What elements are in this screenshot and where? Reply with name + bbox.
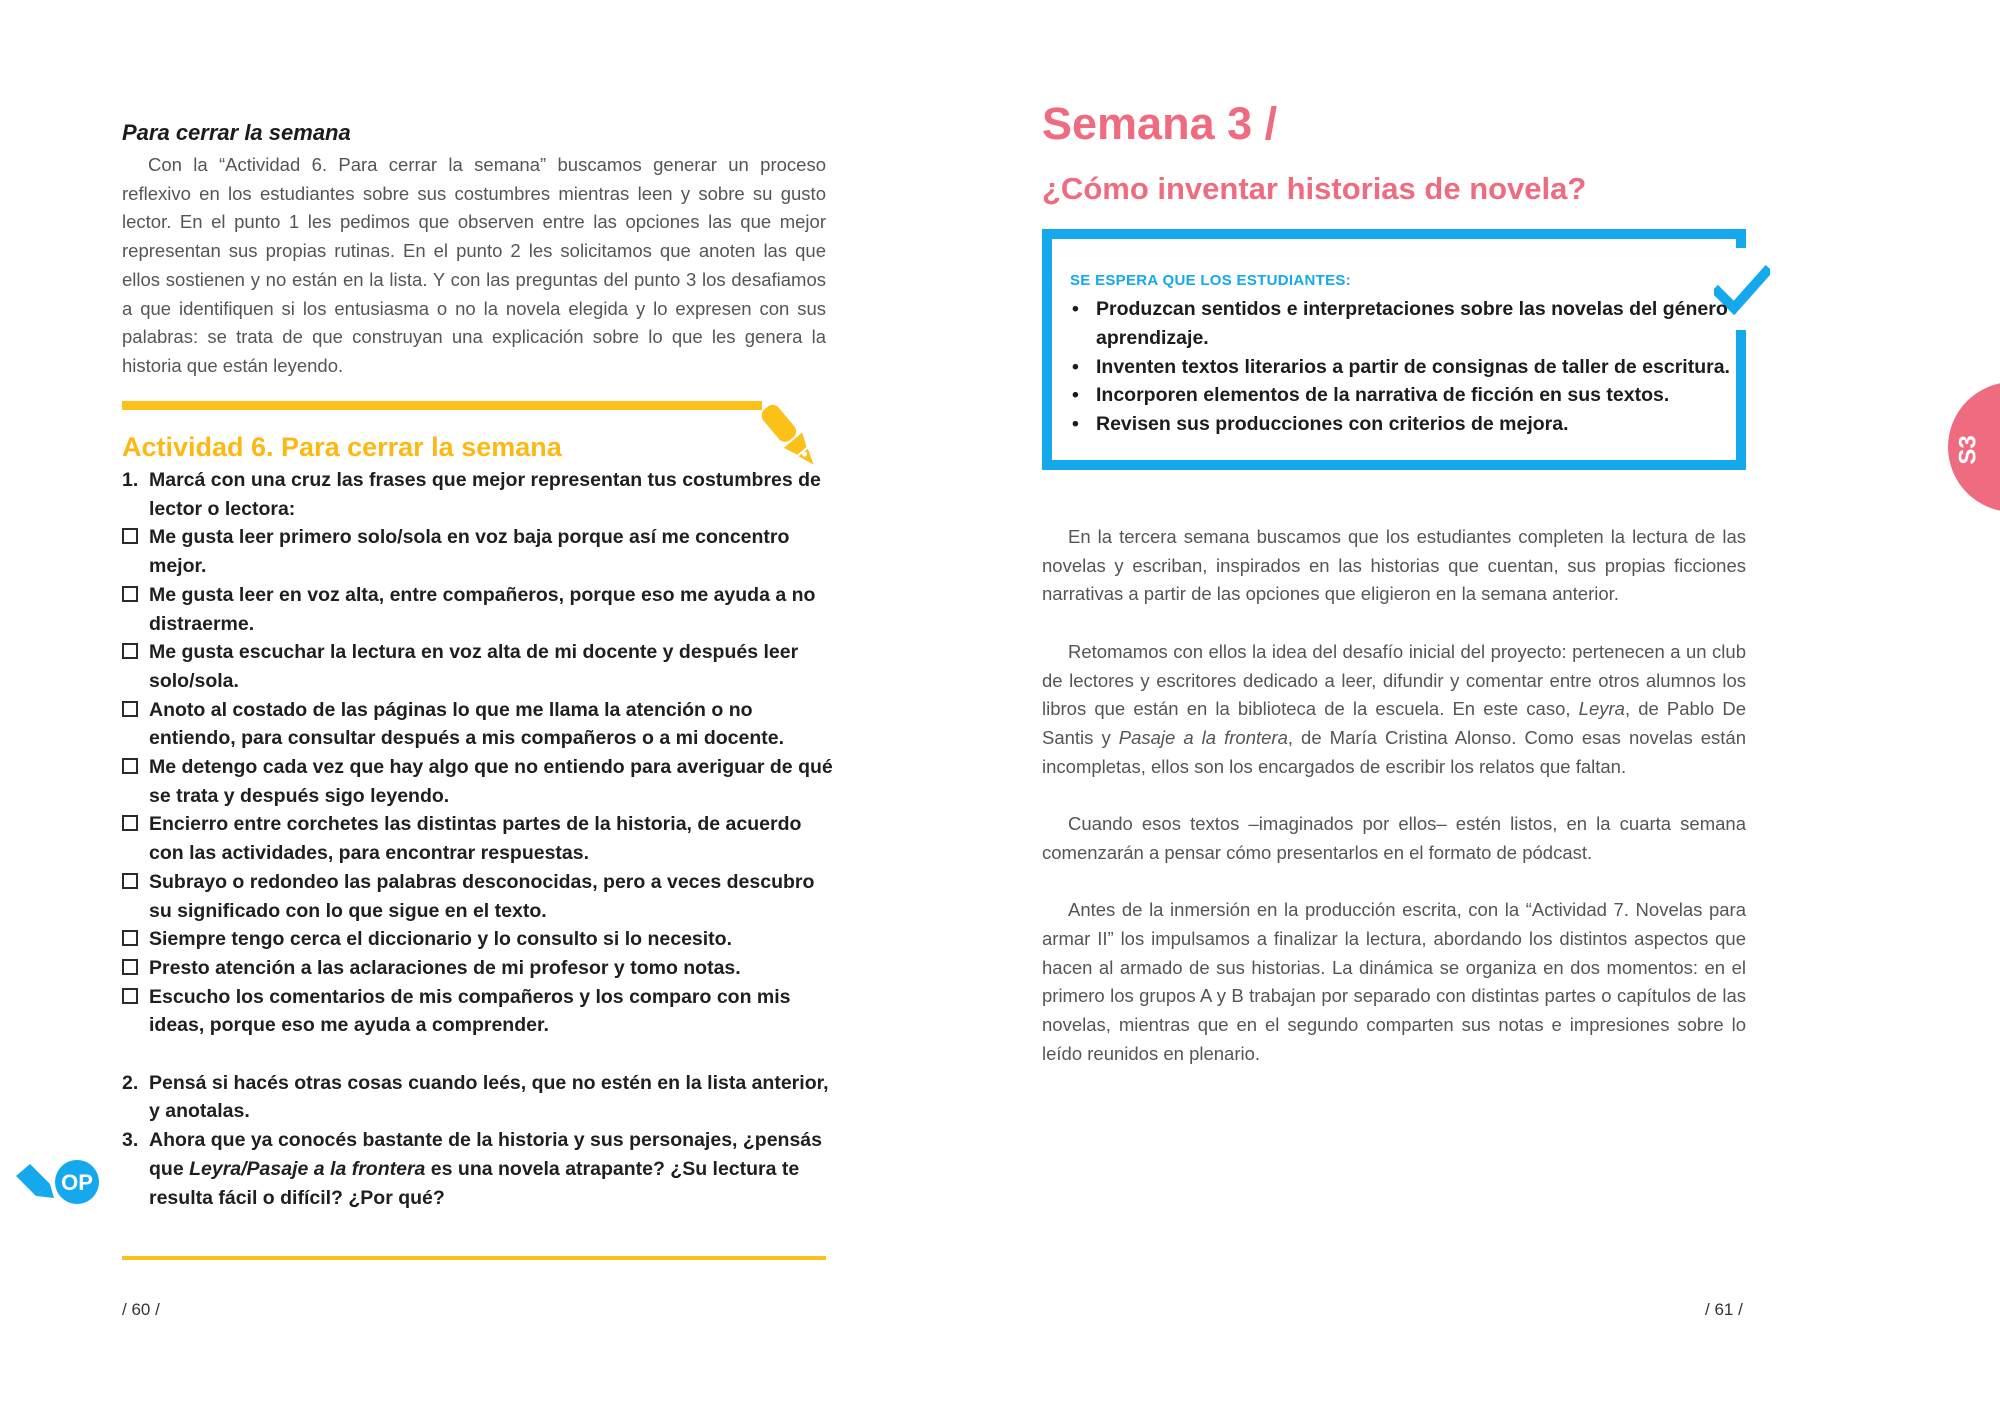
option-text: Siempre tengo cerca el diccionario y lo consulto si lo necesito.	[149, 928, 733, 951]
list-item	[122, 638, 834, 695]
list-item	[122, 753, 834, 810]
spacer	[122, 1040, 834, 1069]
paragraph: Cuando esos textos –imaginados por ellos– estén listos, en la cuarta semana comenzarán a pensar cómo presentarlos en el formato de pódcast.	[1042, 813, 1746, 863]
intro-paragraph: Con la “Actividad 6. Para cerrar la semana” buscamos generar un proceso reflexivo en los estudiantes sobre sus costumbres mientras leen y sobre su gusto lector. En el punto 1 les pedimos que observen entre las opciones las que mejor representan sus propias rutinas. En el punto 2 les solicitamos que anoten las que ellos sostienen y no están en la lista. Y con las preguntas del punto 3 los desafiamos a que identifiquen si los entusiasma o no la novela elegida y lo expresen con sus palabras: se trata de que construyan una explicación sobre lo que les genera la historia que están leyendo.	[122, 154, 826, 376]
checkbox-list	[122, 523, 834, 1040]
op-logo	[14, 1158, 104, 1206]
checkbox[interactable]	[122, 701, 138, 717]
bullet-icon: •	[1072, 384, 1079, 407]
paragraph: Antes de la inmersión en la producción escrita, con la “Actividad 7. Novelas para armar II” los impulsamos a finalizar la lectura, abordando los distintos aspectos que hacen al armado de sus historias. La dinámica se organiza en dos momentos: en el primero los grupos A y B trabajan por separado con distintas partes o capítulos de las novelas, mientras que en el segundo comparten sus notas e impresiones sobre lo leído reunidos en plenario.	[1042, 899, 1746, 1064]
option-text: Escucho los comentarios de mis compañeros y los comparo con mis ideas, porque eso me ayuda a comprender.	[149, 985, 791, 1037]
activity-title: Actividad 6. Para cerrar la semana	[122, 432, 562, 462]
option-text: Me gusta leer en voz alta, entre compañeros, porque eso me ayuda a no distraerme.	[149, 583, 816, 635]
list-item	[122, 954, 834, 983]
goals-list	[1070, 295, 1730, 439]
question-3	[122, 1126, 834, 1212]
list-item	[122, 696, 834, 753]
goals-heading: SE ESPERA QUE LOS ESTUDIANTES:	[1070, 272, 1351, 289]
goal-text: Inventen textos literarios a partir de consignas de taller de escritura.	[1096, 355, 1730, 378]
list-item	[1070, 353, 1730, 382]
checkbox[interactable]	[122, 528, 138, 544]
question-number: 2.	[122, 1071, 139, 1094]
right-page	[1000, 0, 2000, 1414]
bullet-icon: •	[1072, 298, 1079, 320]
activity-bottom-rule	[122, 1256, 826, 1260]
question-2	[122, 1069, 834, 1126]
option-text: Subrayo o redondeo las palabras desconocidas, pero a veces descubro su significado con lo que sigue en el texto.	[149, 870, 815, 922]
paragraph	[1042, 638, 1746, 782]
list-item	[122, 581, 834, 638]
activity-top-rule	[122, 401, 762, 410]
option-text: Me gusta escuchar la lectura en voz alta de mi docente y después leer solo/sola.	[149, 641, 799, 692]
goal-text: Revisen sus producciones con criterios de mejora.	[1096, 413, 1569, 436]
page-number: / 61 /	[1705, 1300, 1743, 1319]
list-item	[122, 983, 834, 1040]
question-text: Pensá si hacés otras cosas cuando leés, que no estén en la lista anterior, y anotalas.	[149, 1071, 829, 1123]
list-item	[122, 810, 834, 867]
list-item	[122, 868, 834, 925]
checkbox[interactable]	[122, 930, 138, 946]
week-subtitle: ¿Cómo inventar historias de novela?	[1042, 171, 1587, 206]
book-title: Pasaje a la frontera	[1118, 726, 1288, 748]
bullet-icon: •	[1072, 413, 1079, 436]
logo-text: OP	[61, 1170, 93, 1195]
question-text: Ahora que ya conocés bastante de la historia y sus personajes, ¿pensás que	[149, 1129, 822, 1180]
book-title: Leyra	[1578, 698, 1625, 720]
checkbox[interactable]	[122, 586, 138, 602]
checkbox[interactable]	[122, 959, 138, 975]
week-title: Semana 3 /	[1042, 98, 1278, 149]
checkbox[interactable]	[122, 758, 138, 774]
section-heading: Para cerrar la semana	[122, 120, 351, 145]
checkbox[interactable]	[122, 815, 138, 831]
list-item	[1070, 295, 1730, 353]
list-item	[122, 925, 834, 954]
question-number: 1.	[122, 469, 139, 491]
question-text: es una novela atrapante? ¿Su lectura te resulta fácil o difícil? ¿Por qué?	[149, 1157, 800, 1209]
goal-text: Produzcan sentidos e interpretaciones sobre las novelas del género aprendizaje.	[1096, 298, 1728, 349]
text-run: Retomamos con ellos la idea del desafío inicial del proyecto: pertenecen a un club de lectores y escritores dedicado a leer, difundir y comentar entre otros alumnos los libros que están en la biblioteca de la escuela. En este caso,	[1042, 640, 1746, 720]
question-1	[122, 466, 834, 523]
checkbox[interactable]	[122, 643, 138, 659]
body-text	[1042, 523, 1746, 1097]
list-item	[1070, 410, 1730, 439]
option-text: Encierro entre corchetes las distintas partes de la historia, de acuerdo con las actividades, para encontrar respuestas.	[149, 813, 802, 865]
paragraph: En la tercera semana buscamos que los estudiantes completen la lectura de las novelas y escriban, inspirados en las historias que cuentan, sus propias ficciones narrativas a partir de las opciones que eligieron en la semana anterior.	[1042, 526, 1746, 605]
book-title: Leyra/Pasaje a la frontera	[189, 1157, 426, 1180]
checkbox[interactable]	[122, 873, 138, 889]
bullet-icon: •	[1072, 355, 1079, 378]
text-run: , de Pablo De Santis y	[1042, 698, 1746, 748]
question-number: 3.	[122, 1129, 139, 1152]
list-item	[1070, 381, 1730, 410]
page-number: / 60 /	[122, 1300, 160, 1319]
option-text: Me detengo cada vez que hay algo que no entiendo para averiguar de qué se trata y después sigo leyendo.	[149, 756, 833, 807]
section-tab-label: S3	[1954, 435, 1982, 465]
activity-body	[122, 466, 834, 1212]
option-text: Anoto al costado de las páginas lo que me llama la atención o no entiendo, para consultar después a mis compañeros o a mi docente.	[149, 698, 785, 750]
option-text: Me gusta leer primero solo/sola en voz baja porque así me concentro mejor.	[149, 526, 790, 578]
text-run: , de María Cristina Alonso. Como esas novelas están incompletas, ellos son los encargados de escribir los relatos que faltan.	[1042, 726, 1747, 777]
option-text: Presto atención a las aclaraciones de mi profesor y tomo notas.	[149, 956, 741, 979]
list-item	[122, 523, 834, 580]
question-text: Marcá con una cruz las frases que mejor representan tus costumbres de lector o lectora:	[149, 469, 821, 520]
goal-text: Incorporen elementos de la narrativa de ficción en sus textos.	[1096, 384, 1670, 407]
checkbox[interactable]	[122, 988, 138, 1004]
